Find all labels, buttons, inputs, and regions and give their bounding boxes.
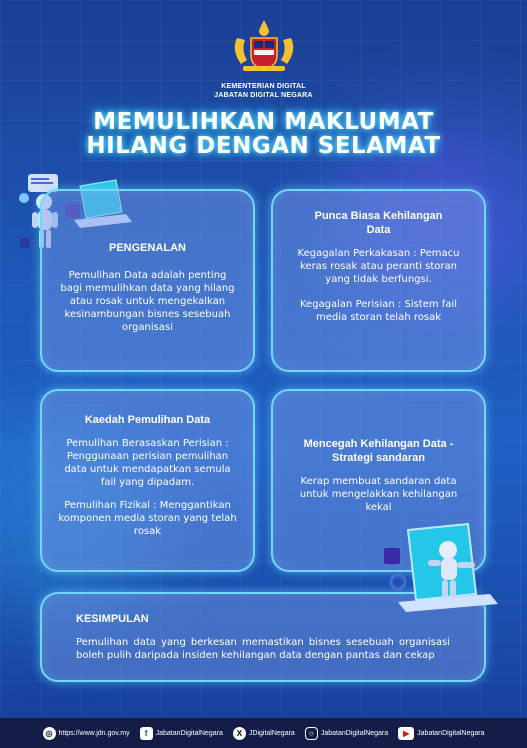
card-body: Kegagalan Perisian : Sistem fail media storan telah rosak: [299, 299, 458, 323]
card-body: Pemulihan data yang berkesan memastikan bisnes sesebuah organisasi boleh pulih daripada insiden kehilangan data dengan pantas dan cekap: [76, 637, 450, 661]
youtube-link[interactable]: [398, 727, 484, 740]
card-heading: Punca Biasa Kehilangan Data: [314, 210, 443, 236]
card-heading: Kaedah Pemulihan Data: [84, 414, 211, 426]
card-body: Kegagalan Perkakasan : Pemacu keras rosak atau peranti storan yang tidak berfungsi.: [297, 248, 460, 285]
x-link[interactable]: [233, 727, 295, 740]
x-handle: JDigitalNegara: [248, 729, 295, 737]
robot-laptop-illustration: [378, 520, 508, 630]
facebook-link[interactable]: [140, 727, 223, 740]
youtube-icon: ▶: [398, 727, 414, 740]
youtube-handle: JabatanDigitalNegara: [417, 729, 485, 737]
card-common-causes: [271, 189, 486, 372]
facebook-icon: f: [140, 727, 153, 740]
header: [0, 18, 527, 100]
department-name: JABATAN DIGITAL NEGARA: [214, 92, 313, 99]
card-heading: KESIMPULAN: [76, 613, 149, 625]
instagram-icon: ○: [305, 727, 318, 740]
card-body: Pemulihan Data adalah penting bagi memulihkan data yang hilang atau rosak untuk mengekalkan kesinambungan bisnes sesebuah organisasi: [60, 270, 235, 333]
facebook-handle: JabatanDigitalNegara: [155, 729, 223, 737]
instagram-handle: JabatanDigitalNegara: [320, 729, 389, 737]
website-url: https://www.jdn.gov.my: [58, 729, 130, 737]
title-line-2: HILANG DENGAN SELAMAT: [86, 133, 441, 159]
title-line-1: MEMULIHKAN MAKLUMAT: [93, 109, 434, 135]
instagram-link[interactable]: [305, 727, 388, 740]
card-introduction: [40, 189, 255, 372]
card-recovery-methods: [40, 389, 255, 572]
card-body: Kerap membuat sandaran data untuk mengelakkan kehilangan kekal: [299, 476, 458, 513]
footer: [0, 718, 527, 748]
website-link[interactable]: [43, 727, 130, 740]
card-heading: PENGENALAN: [108, 242, 186, 254]
globe-icon: ◎: [43, 727, 56, 740]
page-title: [0, 110, 527, 158]
card-body: Pemulihan Berasaskan Perisian : Penggunaan perisian pemulihan data untuk mendapatkan semula fail yang dipadam.: [64, 438, 231, 488]
card-heading: Mencegah Kehilangan Data - Strategi sandaran: [303, 438, 454, 464]
card-body: Pemulihan Fizikal : Menggantikan komponen media storan yang telah rosak: [58, 500, 237, 537]
coat-of-arms-logo: [229, 18, 299, 74]
x-icon: X: [233, 727, 246, 740]
ministry-name: KEMENTERIAN DIGITAL: [221, 83, 306, 90]
